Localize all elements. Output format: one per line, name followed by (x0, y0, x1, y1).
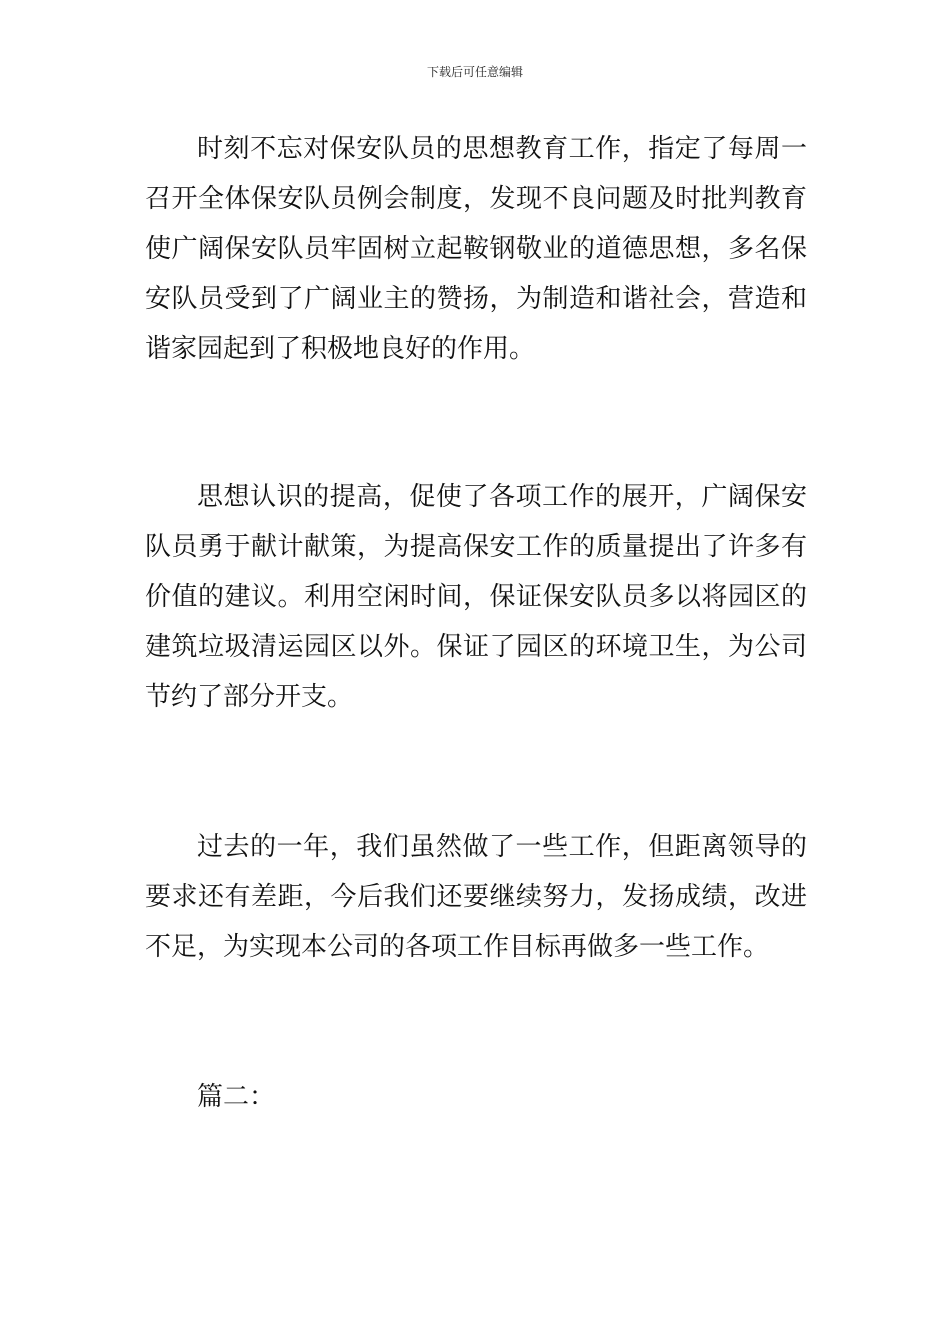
page-header: 下载后可任意编辑 (426, 65, 523, 79)
paragraph-1: 时刻不忘对保安队员的思想教育工作，指定了每周一召开全体保安队员例会制度，发现不良问题及时批判教育使广阔保安队员牢固树立起鞍钢敬业的道德思想，多名保安队员受到了广阔业主的赞扬，为制造和谐社会，营造和谐家园起到了积极地良好的作用。 (145, 134, 807, 364)
section-heading-part-two: 篇二： (197, 1082, 276, 1112)
paragraph-3: 过去的一年，我们虽然做了一些工作，但距离领导的要求还有差距，今后我们还要继续努力，发扬成绩，改进不足，为实现本公司的各项工作目标再做多一些工作。 (145, 832, 807, 962)
paragraph-2: 思想认识的提高，促使了各项工作的展开，广阔保安队员勇于献计献策，为提高保安工作的质量提出了许多有价值的建议。利用空闲时间，保证保安队员多以将园区的建筑垃圾清运园区以外。保证了园区的环境卫生，为公司节约了部分开支。 (145, 482, 807, 712)
